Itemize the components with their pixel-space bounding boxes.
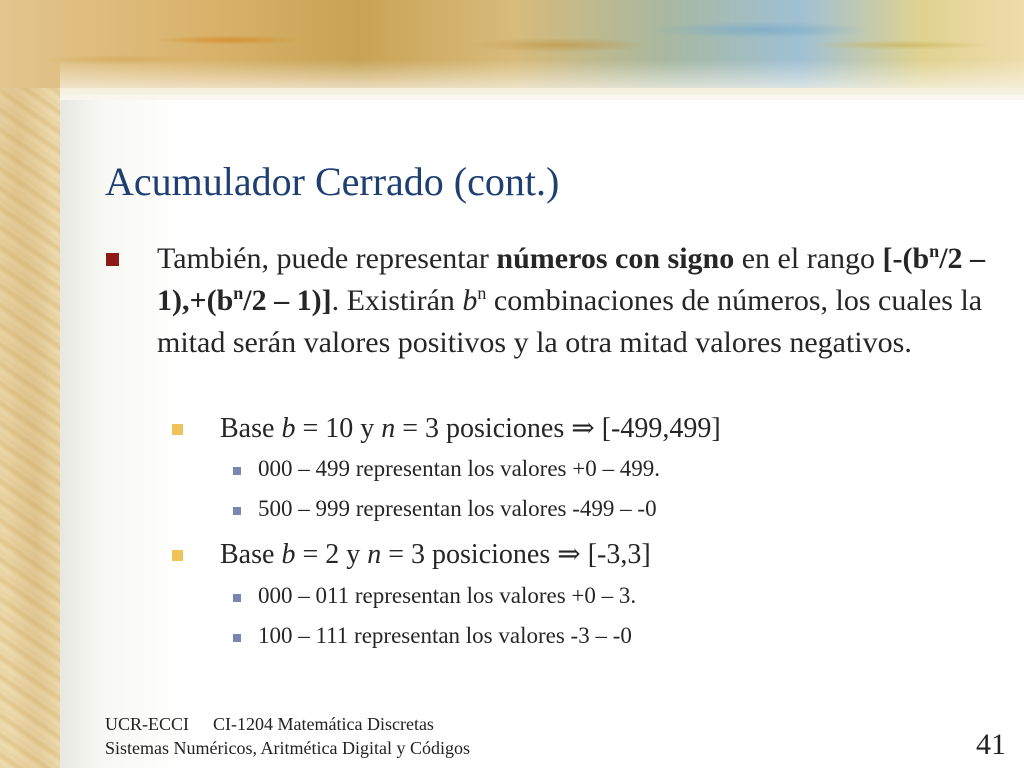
list-item: 000 – 499 representan los valores +0 – 499. [258,456,660,481]
footer-line-1: UCR-ECCI CI-1204 Matemática Discretas [105,714,434,734]
list-item: 000 – 011 representan los valores +0 – 3. [258,583,637,608]
list-item: 100 – 111 representan los valores -3 – -0 [258,623,632,648]
main-bullet-text: También, puede representar números con signo en el rango $[-(b^n/2 - 1),+(b^n/2 - 1)]$. Existirán $b^n$ combinaciones de números, los cuales la mitad serán valores positivos y la otra mitad valores negativos. [157,241,986,359]
base-10-line: Base b = 10 y n = 3 posiciones ⇒ [-499,499] [220,413,721,444]
banner-fade [60,60,1024,100]
sub-sub-bullet-square [233,634,241,642]
bullet-square [106,253,119,266]
list-item: 500 – 999 representan los valores -499 – -0 [258,496,657,521]
sub-sub-bullet-square [233,594,241,602]
implies-arrow-icon: ⇒ [557,539,581,570]
sub-sub-bullet-square [233,467,241,475]
base-2-line: Base b = 2 y n = 3 posiciones ⇒ [-3,3] [220,539,651,570]
slide-title: Acumulador Cerrado (cont.) [105,159,560,204]
footer-line-2: Sistemas Numéricos, Aritmética Digital y Códigos [105,738,470,758]
signed-numbers-bold: números con signo [496,242,735,275]
sub-bullet-square [172,424,183,435]
sub-bullet-square [172,550,183,561]
sub-sub-bullet-square [233,507,241,515]
parchment-background [0,0,60,768]
page-number: 41 [976,728,1006,761]
range-expression: $[-(b^n/2 - 1),+(b^n/2 - 1)]$ [157,241,986,317]
implies-arrow-icon: ⇒ [571,413,595,444]
